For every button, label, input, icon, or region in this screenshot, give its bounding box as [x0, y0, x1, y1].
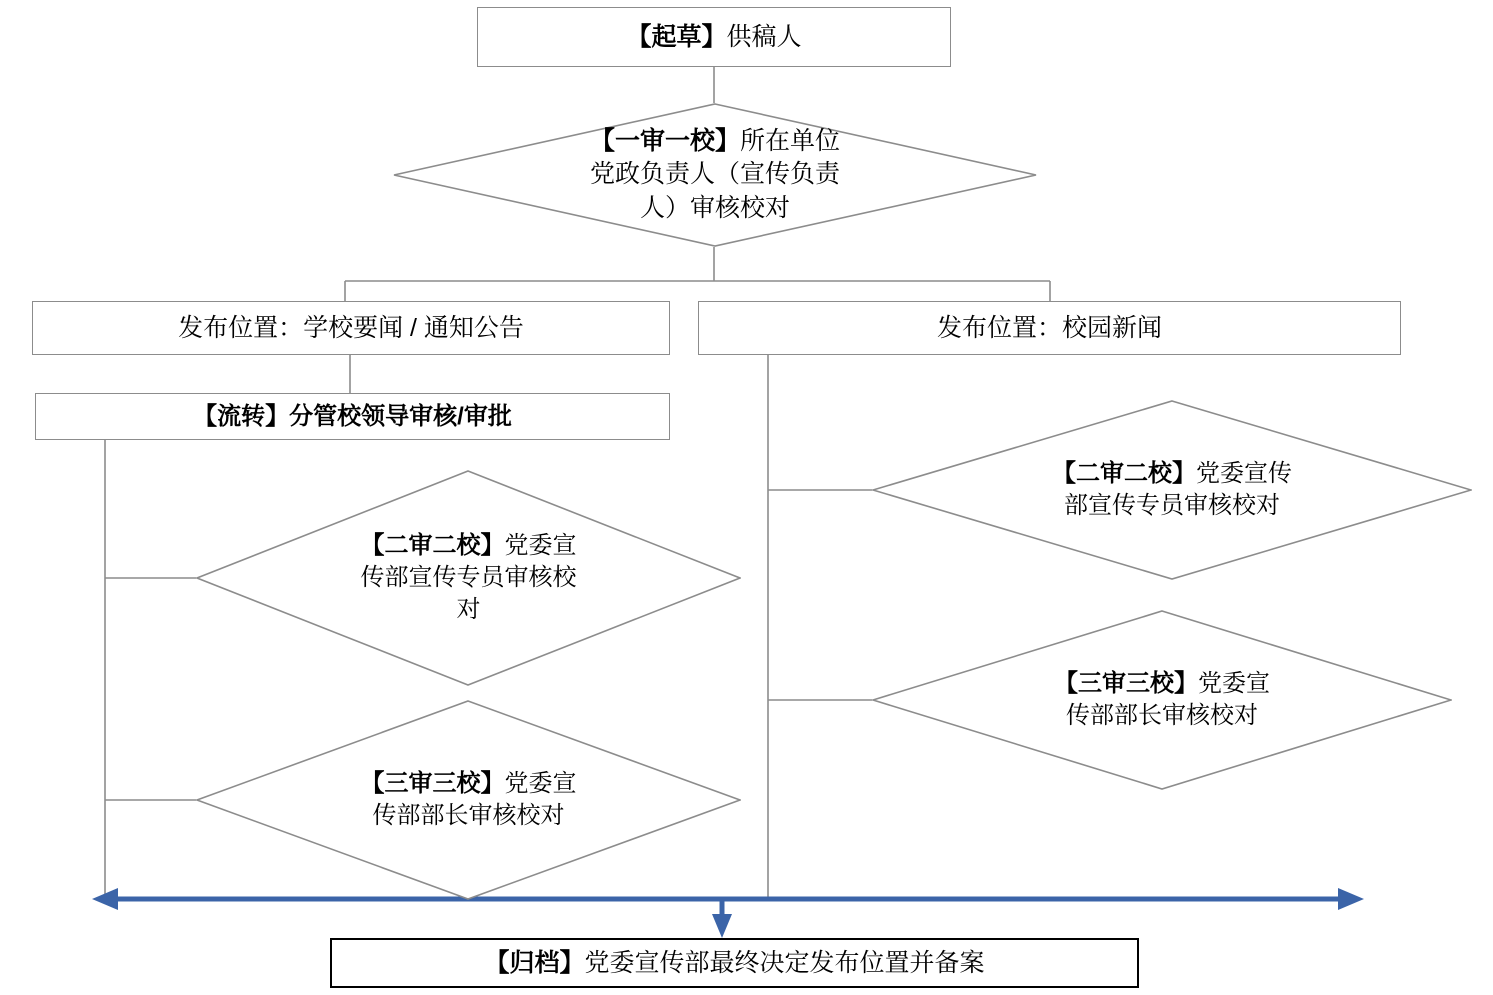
node-first-review[interactable]	[393, 103, 1037, 247]
node-position-left-label: 发布位置：学校要闻 / 通知公告	[178, 313, 524, 342]
node-draft[interactable]	[477, 7, 951, 67]
node-first-review-label: 【一审一校】所在单位 党政负责人（宣传负责 人）审核校对	[589, 126, 841, 222]
node-second-review-left-label: 【二审二校】党委宣 传部宣传专员审核校 对	[360, 531, 577, 624]
node-draft-label: 【起草】供稿人	[626, 22, 802, 51]
node-transfer-label: 【流转】分管校领导审核/审批	[193, 402, 512, 430]
node-second-review-right[interactable]	[872, 400, 1472, 580]
node-third-review-left-label: 【三审三校】党委宣 传部部长审核校对	[360, 769, 577, 829]
node-second-review-left[interactable]	[196, 470, 741, 686]
node-position-left[interactable]	[32, 301, 670, 355]
node-third-review-right-label: 【三审三校】党委宣 传部部长审核校对	[1054, 669, 1270, 729]
node-position-right-label: 发布位置：校园新闻	[936, 313, 1162, 342]
node-position-right[interactable]	[698, 301, 1401, 355]
node-third-review-left[interactable]	[196, 700, 741, 900]
node-archive[interactable]	[330, 938, 1139, 988]
node-third-review-right[interactable]	[872, 610, 1452, 790]
node-transfer[interactable]	[35, 393, 670, 440]
node-second-review-right-label: 【二审二校】党委宣传 部宣传专员审核校对	[1052, 459, 1292, 519]
node-archive-label: 【归档】党委宣传部最终决定发布位置并备案	[484, 948, 985, 977]
